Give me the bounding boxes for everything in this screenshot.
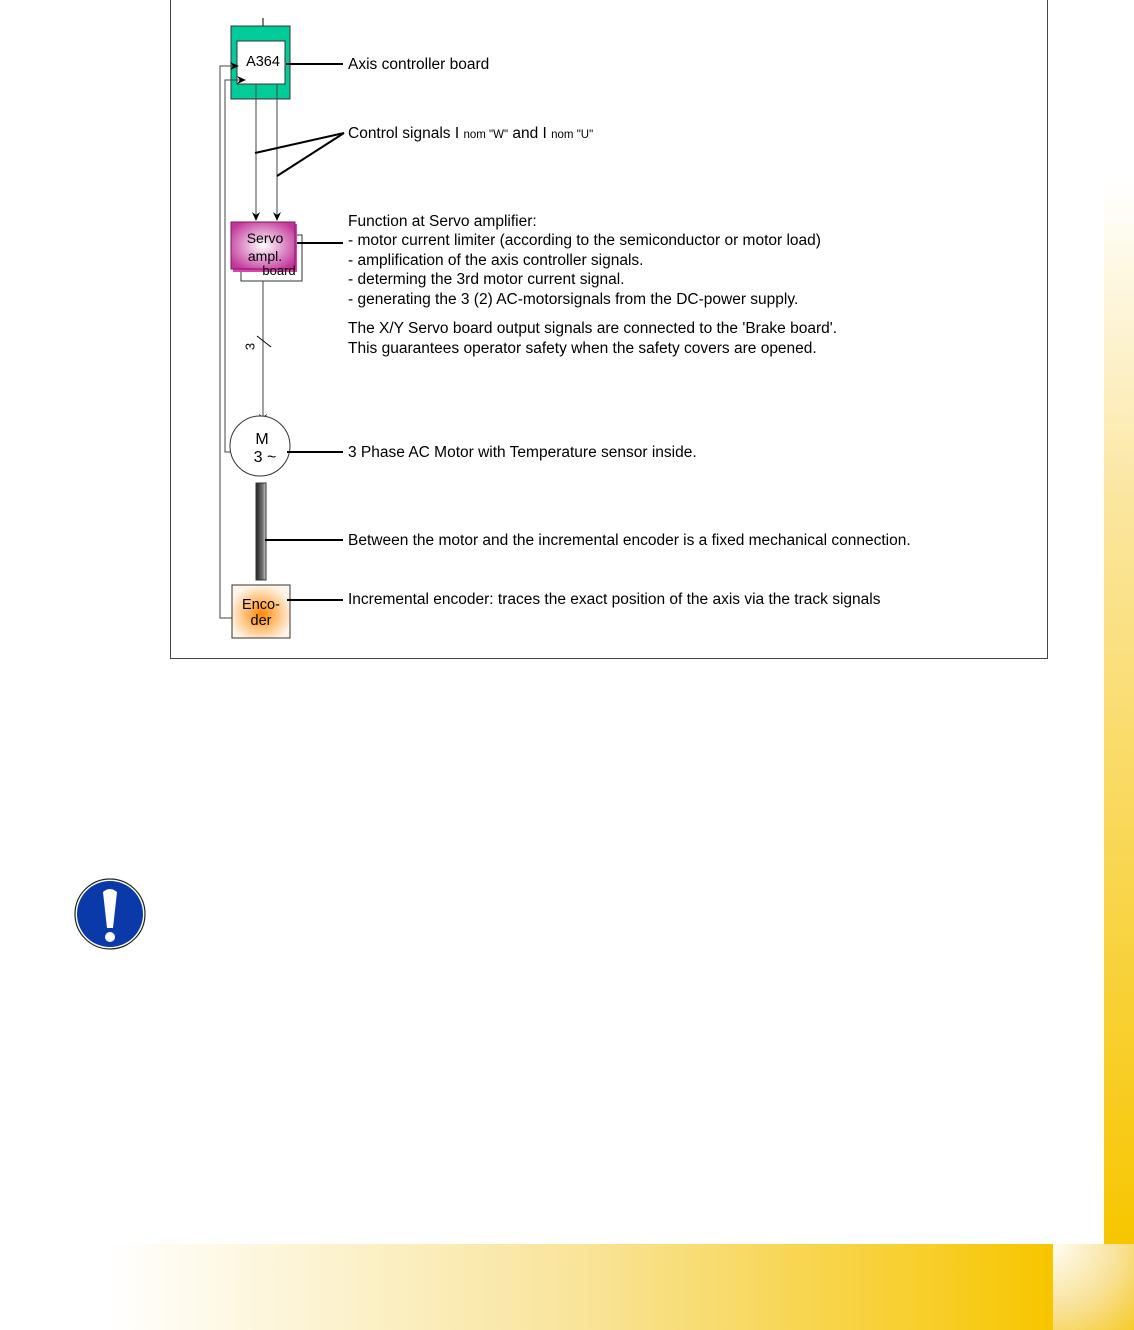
servo-function-item: - motor current limiter (according to the semiconductor or motor load) [348,232,821,249]
servo-label-1: Servo [246,230,284,246]
axis-controller-label: Axis controller board [348,56,490,73]
controller-label: A364 [246,54,280,70]
encoder-feedback-line [220,66,238,618]
safety-note: This guarantees operator safety when the safety covers are opened. [348,340,817,357]
right-accent-bar [1104,178,1134,1244]
servo-function-item: - amplification of the axis controller signals. [348,252,644,269]
encoder-label: Incremental encoder: traces the exact position of the axis via the track signals [348,591,881,608]
encoder-label-2: der [250,613,272,629]
motor-label: 3 Phase AC Motor with Temperature sensor inside. [348,444,697,461]
encoder-label-1: Enco- [242,597,280,613]
servo-behind-label: board [262,264,296,276]
servo-function-title: Function at Servo amplifier: [348,213,537,230]
motor-label-1: M [255,431,269,448]
wire-count-label: 3 [242,342,258,351]
shaft-shape [256,483,266,580]
bottom-accent-bar [105,1244,1053,1330]
control-signals-label: Control signals I nom "W" and I nom "U" [348,125,594,142]
brake-note: The X/Y Servo board output signals are connected to the 'Brake board'. [348,320,838,337]
servo-label-2: ampl. [247,248,283,264]
servo-function-item: - determing the 3rd motor current signal. [348,271,625,288]
connection-label: Between the motor and the incremental encoder is a fixed mechanical connection. [348,532,911,549]
servo-function-item: - generating the 3 (2) AC-motorsignals from the DC-power supply. [348,291,799,308]
exclamation-mandatory-icon [74,878,146,950]
motor-label-2: 3 ~ [253,449,277,466]
corner-accent [1053,1244,1134,1330]
